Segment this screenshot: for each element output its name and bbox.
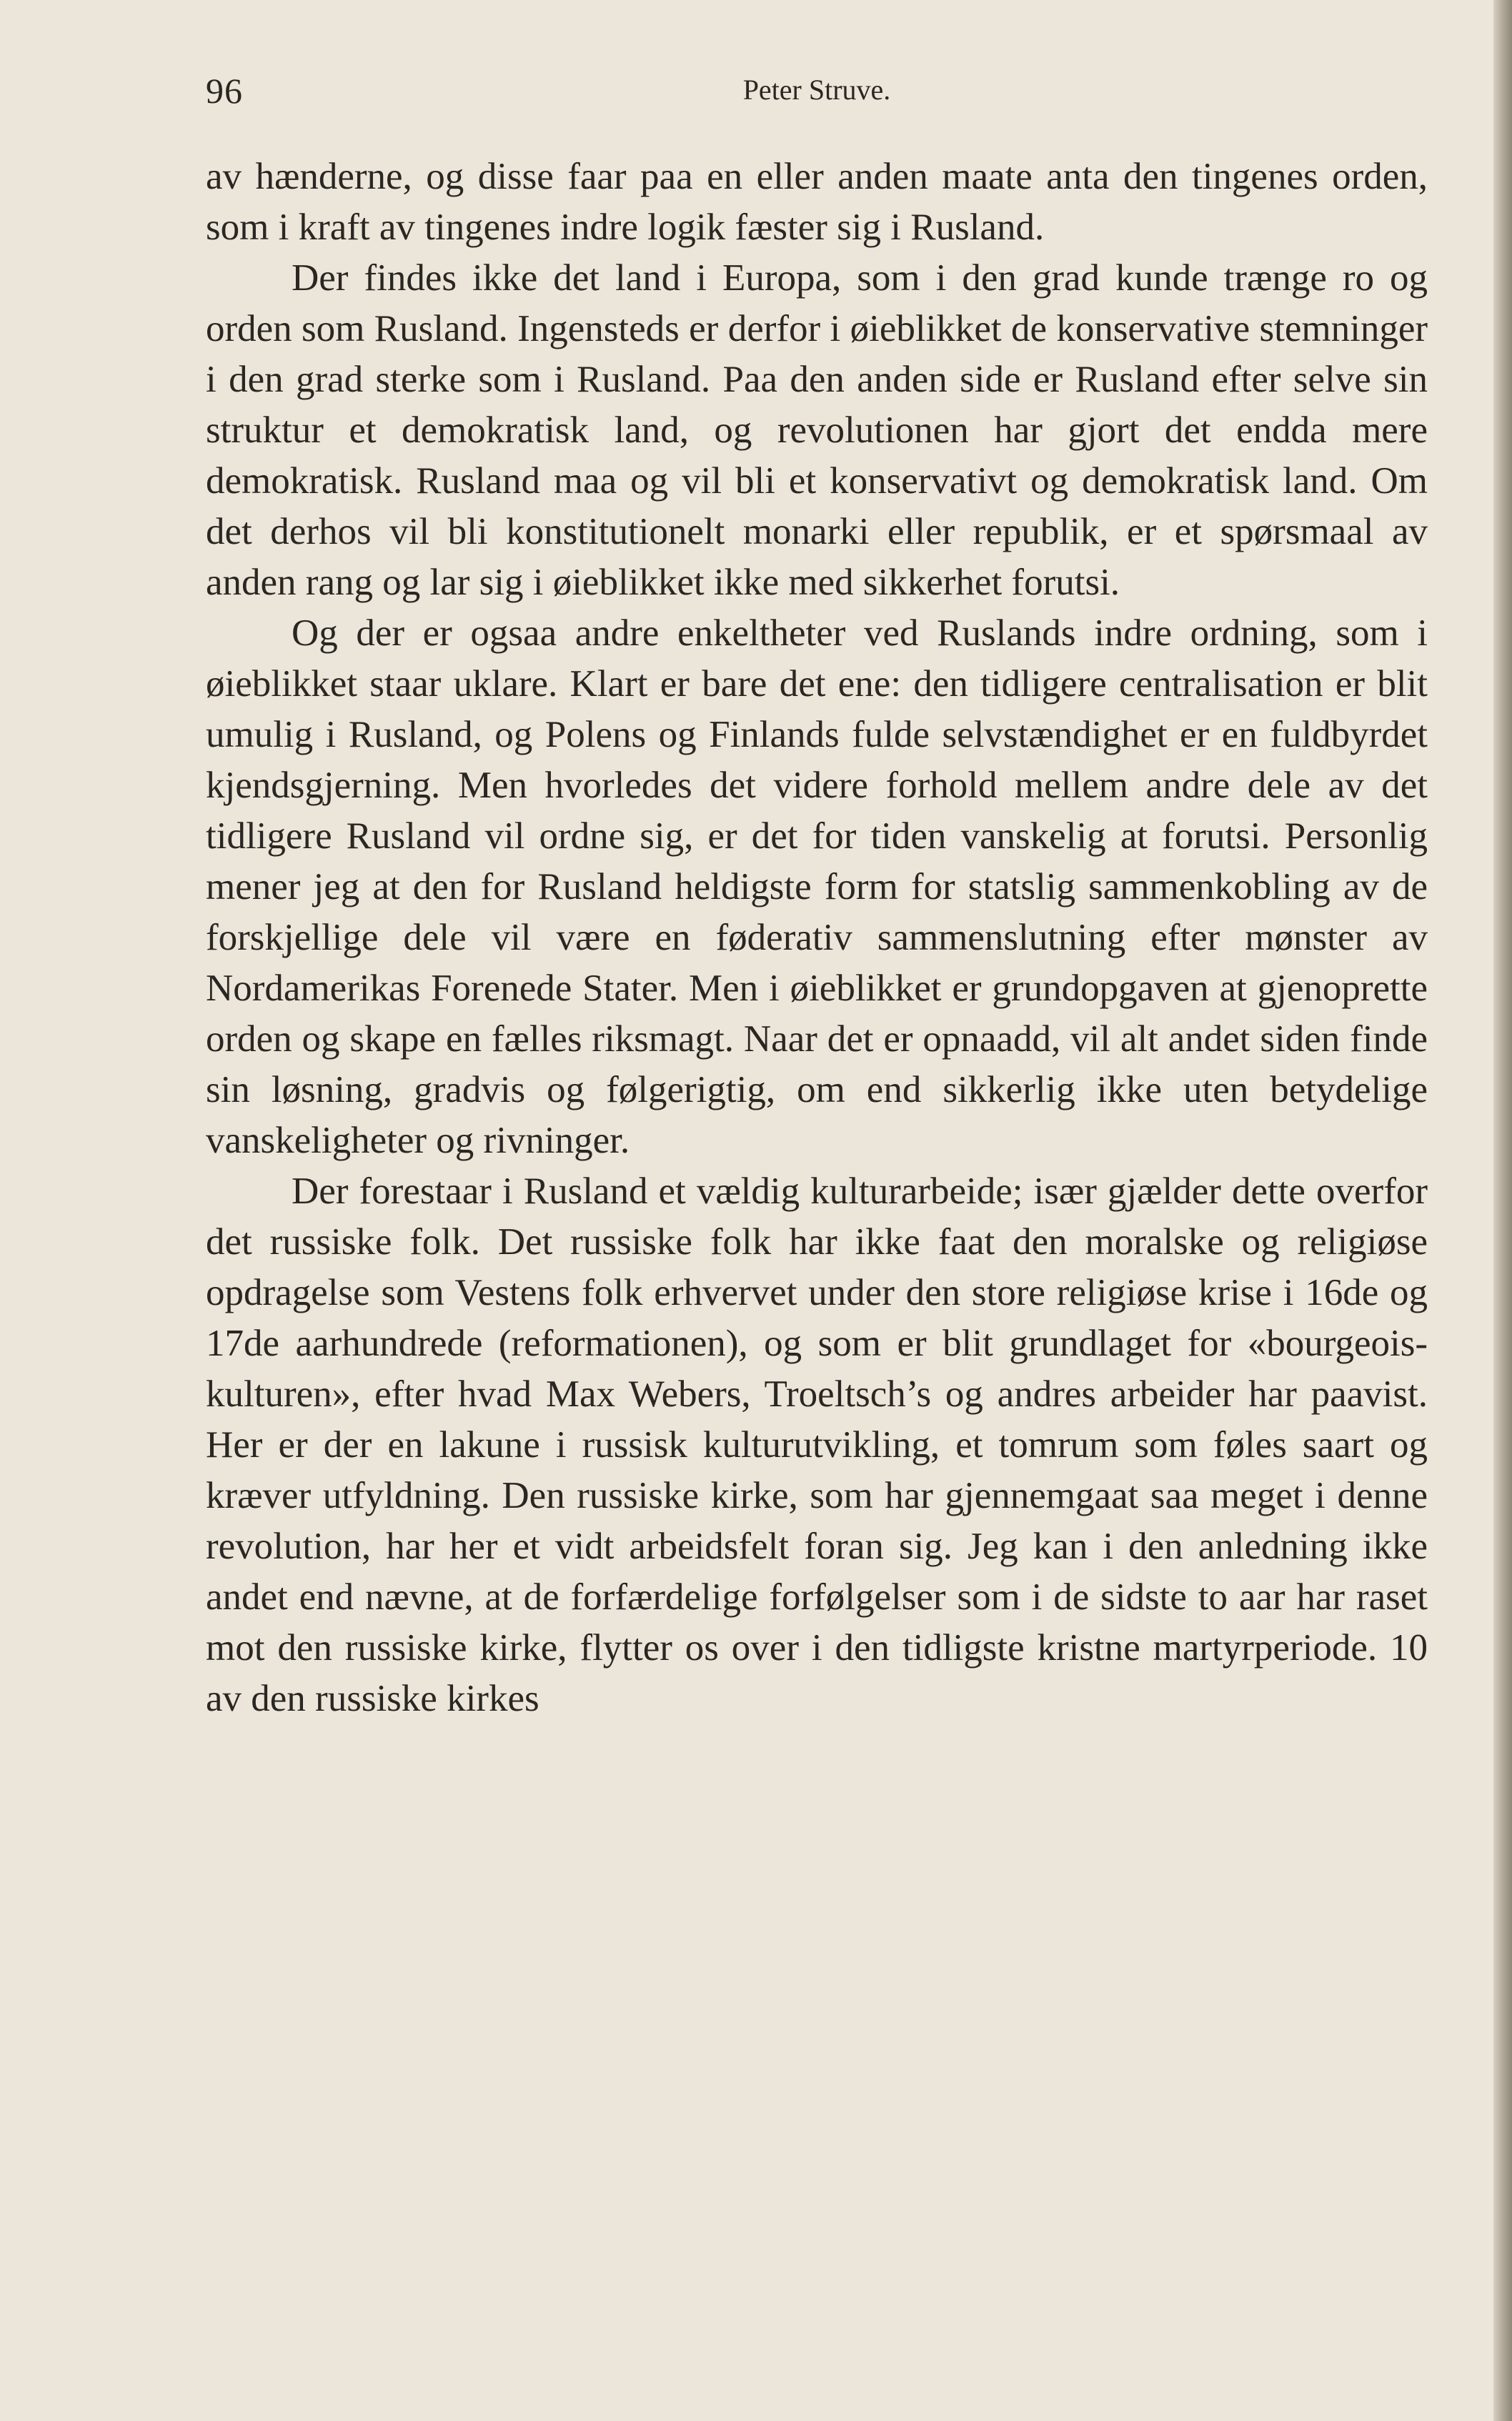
paragraph-4: Der forestaar i Rusland et vældig kulturarbeide; især gjælder dette overfor det russiske folk. Det russiske folk har ikke faat den moralske og religiøse opdragelse som Vestens folk erhvervet under den store religiøse krise i 16de og 17de aarhundrede (reformationen), og som er blit grundlaget for «bourgeois-kulturen», efter hvad Max Webers, Troeltsch’s og andres arbeider har paavist. Her er der en lakune i russisk kulturutvikling, et tomrum som føles saart og kræver utfyldning. Den russiske kirke, som har gjennemgaat saa meget i denne revolution, har her et vidt arbeidsfelt foran sig. Jeg kan i den anledning ikke andet end nævne, at de forfærdelige forfølgelser som i de sidste to aar har raset mot den russiske kirke, flytter os over i den tidligste kristne martyrperiode. 10 av den russiske kirkes: [206, 1170, 1428, 1719]
paragraph-3: Og der er ogsaa andre enkeltheter ved Ruslands indre ordning, som i øieblikket staar uklare. Klart er bare det ene: den tidligere centralisation er blit umulig i Rusland, og Polens og Finlands fulde selvstændighet er en fuldbyrdet kjendsgjerning. Men hvorledes det videre forhold mellem andre dele av det tidligere Rusland vil ordne sig, er det for tiden vanskelig at forutsi. Personlig mener jeg at den for Rusland heldigste form for statslig sammenkobling av de forskjellige dele vil være en føderativ sammenslutning efter mønster av Nordamerikas Forenede Stater. Men i øieblikket er grundopgaven at gjenoprette orden og skape en fælles riksmagt. Naar det er opnaadd, vil alt andet siden finde sin løsning, gradvis og følgerigtig, om end sikkerlig ikke uten betydelige vanskeligheter og rivninger.: [206, 612, 1428, 1161]
page-header: [206, 63, 1428, 120]
page-number: 96: [206, 71, 243, 111]
running-head: Peter Struve.: [742, 74, 891, 106]
paragraph-1: av hænderne, og disse faar paa en eller anden maate anta den tingenes orden, som i kraft av tingenes indre logik fæster sig i Rusland.: [206, 156, 1428, 248]
paragraph-2: Der findes ikke det land i Europa, som i den grad kunde trænge ro og orden som Rusland. Ingensteds er derfor i øieblikket de konservative stemninger i den grad sterke som i Rusland. Paa den anden side er Rusland efter selve sin struktur et demokratisk land, og revolutionen har gjort det endda mere demokratisk. Rusland maa og vil bli et konservativt og demokratisk land. Om det derhos vil bli konstitutionelt monarki eller republik, er et spørsmaal av anden rang og lar sig i øieblikket ikke med sikkerhet forutsi.: [206, 257, 1428, 603]
page-edge: [1493, 0, 1512, 2421]
body-text: [206, 151, 1428, 1724]
